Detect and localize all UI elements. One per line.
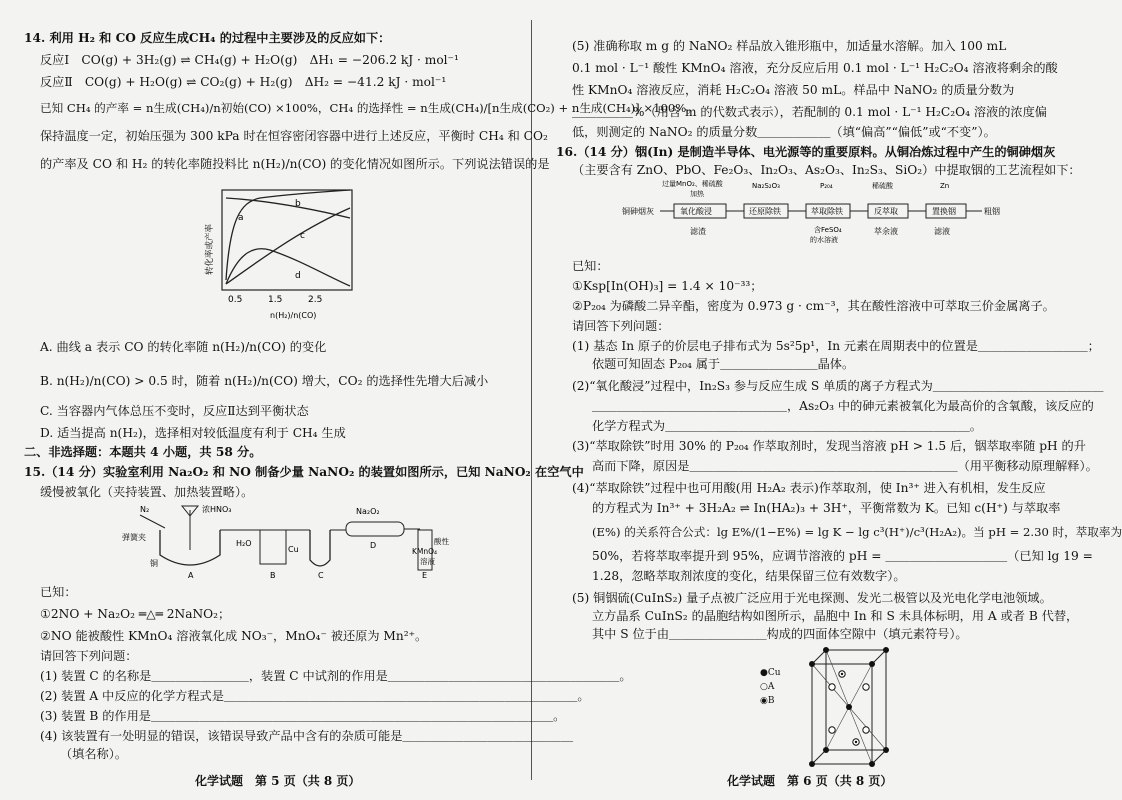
- curve-d: [226, 249, 350, 286]
- q16-part-2b: ＿＿＿＿＿＿＿＿＿＿＿＿＿＿＿＿，As₂O₃ 中的砷元素被氧化为最高价的含氧酸，该反应的: [592, 399, 1094, 413]
- crystal-legend: [760, 666, 781, 708]
- q15-part-5-1: (5) 准确称取 m g 的 NaNO₂ 样品放入锥形瓶中，加适量水溶解。加入 100 mL: [572, 39, 1007, 53]
- q15-part-5-4: ＿＿＿＿＿%（用含 m 的代数式表示），若配制的 0.1 mol · L⁻¹ H₂C₂O₄ 溶液的浓度偏: [572, 105, 1047, 119]
- q16-part-2a: (2)“氧化酸浸”过程中，In₂S₃ 参与反应生成 S 单质的离子方程式为＿＿＿＿＿＿＿＿＿＿＿＿＿＿: [572, 379, 1104, 393]
- curve-a: [226, 190, 350, 280]
- waste-3b: 的水溶液: [810, 236, 838, 244]
- label-h2o: H₂O: [236, 539, 252, 548]
- q16-part-5b: 立方晶系 CuInS₂ 的晶胞结构如图所示，晶胞中 In 和 S 未具体标明，用 A 或者 B 代替，: [592, 609, 1079, 623]
- q14-option-b[interactable]: B. n(H₂)/n(CO) > 0.5 时，随着 n(H₂)/n(CO) 增大，CO₂ 的选择性先增大后减小: [40, 374, 489, 388]
- footer-page-5: 化学试题 第 5 页（共 8 页）: [195, 774, 361, 788]
- q15-part-1: (1) 装置 C 的名称是＿＿＿＿＿＿＿＿，装置 C 中试剂的作用是＿＿＿＿＿＿＿＿＿＿＿＿＿＿＿＿＿＿＿。: [40, 669, 632, 683]
- flow-step-3: 萃取除铁: [811, 207, 843, 216]
- q15-known-heading: 已知：: [40, 585, 77, 599]
- q15-apparatus: [120, 500, 450, 580]
- atom-b-core: [855, 741, 857, 743]
- footer-page-6: 化学试题 第 6 页（共 8 页）: [727, 774, 893, 788]
- curve-label-d: d: [295, 271, 301, 281]
- atom-cu: [823, 647, 829, 653]
- q14-reaction-1: 反应Ⅰ CO(g) + 3H₂(g) ⇌ CH₄(g) + H₂O(g) ΔH₁ = −206.2 kJ · mol⁻¹: [40, 53, 459, 67]
- q14-stem-3: 的产率及 CO 和 H₂ 的转化率随投料比 n(H₂)/n(CO) 的变化情况如图所示。下列说法错误的是: [40, 157, 550, 171]
- label-kmno4-1: 酸性: [434, 537, 449, 546]
- curve-label-a: a: [238, 213, 244, 223]
- crystal-cell: [792, 642, 902, 772]
- atom-cu: [809, 661, 815, 667]
- label-na2o2: Na₂O₂: [356, 507, 380, 516]
- label-kmno4-2: KMnO₄: [412, 547, 438, 556]
- q15-stem-2: 缓慢被氧化（夹持装置、加热装置略）。: [40, 485, 254, 499]
- q15-part-3: (3) 装置 B 的作用是＿＿＿＿＿＿＿＿＿＿＿＿＿＿＿＿＿＿＿＿＿＿＿＿＿＿＿＿＿＿＿＿＿。: [40, 709, 566, 723]
- q16-part-4c: (E%) 的关系符合公式：lg E%/(1−E%) = lg K − lg c³(H⁺)/c³(H₂A₂)。当 pH = 2.30 时，萃取率为: [592, 525, 1122, 539]
- reagent-5: Zn: [940, 182, 950, 190]
- atom-a: [863, 684, 869, 690]
- chart-xlabel: n(H₂)/n(CO): [270, 311, 317, 320]
- atom-cu: [883, 747, 889, 753]
- atom-cu: [809, 761, 815, 767]
- cell-front: [812, 664, 872, 764]
- label-copper: 铜: [150, 559, 158, 568]
- q16-part-3a: (3)“萃取除铁”时用 30% 的 P₂₀₄ 作萃取剂时，发现当溶液 pH > 1.5 后，铟萃取率随 pH 的升: [572, 439, 1086, 453]
- n2-tube: [140, 515, 165, 528]
- section-2-heading: 二、非选择题：本题共 4 小题，共 58 分。: [24, 445, 262, 459]
- q16-part-3b: 高而下降，原因是＿＿＿＿＿＿＿＿＿＿＿＿＿＿＿＿＿＿＿＿＿＿（用平衡移动原理解释）。: [592, 459, 1098, 473]
- tube-d: [346, 522, 404, 536]
- q14-chart: [200, 180, 370, 325]
- label-cu: Cu: [288, 545, 299, 554]
- cell-back: [826, 650, 886, 750]
- q14-option-c[interactable]: C. 当容器内气体总压不变时，反应Ⅱ达到平衡状态: [40, 404, 309, 418]
- q14-stem-1: 14. 利用 H₂ 和 CO 反应生成CH₄ 的过程中主要涉及的反应如下：: [24, 31, 391, 45]
- u-tube-c: [310, 530, 330, 566]
- q16-flowchart: [622, 178, 1042, 250]
- q16-known-2: ②P₂₀₄ 为磷酸二异辛酯，密度为 0.973 g · cm⁻³，其在酸性溶液中可萃取三价金属离子。: [572, 299, 1055, 313]
- q16-stem-2: （主要含有 ZnO、PbO、Fe₂O₃、In₂O₃、As₂O₃、In₂S₃、SiO₂）中提取铟的工艺流程如下：: [572, 163, 1081, 177]
- waste-4: 萃余液: [874, 227, 898, 236]
- q16-part-1a: (1) 基态 In 原子的价层电子排布式为 5s²5p¹，In 元素在周期表中的位置是＿＿＿＿＿＿＿＿＿；: [572, 339, 1100, 353]
- tick-label: 2.5: [308, 295, 323, 305]
- waste-5: 滤液: [934, 227, 950, 236]
- q14-option-d[interactable]: D. 适当提高 n(H₂)，选择相对较低温度有利于 CH₄ 生成: [40, 426, 346, 440]
- q15-part-5-3: 性 KMnO₄ 溶液反应，消耗 H₂C₂O₄ 溶液 50 mL。样品中 NaNO₂ 的质量分数为: [572, 83, 1015, 97]
- flow-end: 粗铟: [984, 207, 1000, 216]
- atom-a: [829, 684, 835, 690]
- flow-start: 铜砷烟灰: [622, 207, 654, 216]
- flow-step-2: 还原除铁: [749, 207, 781, 216]
- label-kmno4-3: 溶液: [420, 557, 435, 566]
- curve-label-c: c: [300, 231, 305, 241]
- bottle-b: [260, 530, 286, 564]
- atom-a: [829, 727, 835, 733]
- label-spring-clip: 弹簧夹: [122, 533, 146, 542]
- q15-part-4: (4) 该装置有一处明显的错误，该错误导致产品中含有的杂质可能是＿＿＿＿＿＿＿＿＿＿＿＿＿＿: [40, 729, 574, 743]
- waste-1: 滤渣: [690, 227, 706, 236]
- q15-known-1: ①2NO + Na₂O₂ ═△═ 2NaNO₂；: [40, 607, 231, 621]
- curve-b: [226, 198, 350, 218]
- label-e: E: [422, 571, 428, 580]
- q16-known-heading: 已知：: [572, 259, 609, 273]
- atom-cu: [869, 761, 875, 767]
- q16-part-2c: 化学方程式为＿＿＿＿＿＿＿＿＿＿＿＿＿＿＿＿＿＿＿＿＿＿＿＿＿。: [592, 419, 982, 433]
- reagent-2: Na₂S₂O₃: [752, 182, 780, 190]
- q14-reaction-2: 反应Ⅱ CO(g) + H₂O(g) ⇌ CO₂(g) + H₂(g) ΔH₂ = −41.2 kJ · mol⁻¹: [40, 75, 447, 89]
- q16-part-4e: 1.28，忽略萃取剂浓度的变化，结果保留三位有效数字）。: [592, 569, 906, 583]
- chart-ylabel: 转化率或产率: [205, 223, 215, 275]
- q15-stem-1: 15.（14 分）实验室利用 Na₂O₂ 和 NO 制备少量 NaNO₂ 的装置如图所示，已知 NaNO₂ 在空气中: [24, 465, 584, 479]
- q14-stem-2: 保持温度一定，初始压强为 300 kPa 时在恒容密闭容器中进行上述反应，平衡时 CH₄ 和 CO₂: [40, 129, 548, 143]
- reagent-4: 稀硫酸: [872, 182, 893, 190]
- q16-stem-1: 16.（14 分）铟(In) 是制造半导体、电光源等的重要原料。从铜冶炼过程中产生的铜砷烟灰: [556, 145, 1056, 159]
- reagent-1a: 过量MnO₂、稀硫酸: [662, 180, 723, 188]
- q15-part-4b: （填名称）。: [60, 747, 128, 761]
- q16-part-5c: 其中 S 位于由＿＿＿＿＿＿＿＿构成的四面体空隙中（填元素符号）。: [592, 627, 968, 641]
- q16-part-4d: 50%，若将萃取率提升到 95%，应调节溶液的 pH = ＿＿＿＿＿＿＿＿＿＿（已知 lg 19 =: [592, 549, 1093, 563]
- label-n2: N₂: [140, 505, 150, 514]
- right-page: [532, 0, 1122, 800]
- q16-ask: 请回答下列问题：: [572, 319, 670, 333]
- q15-ask: 请回答下列问题：: [40, 649, 138, 663]
- flow-step-4: 反萃取: [874, 207, 898, 216]
- q15-part-5-5: 低，则测定的 NaNO₂ 的质量分数＿＿＿＿＿＿（填“偏高”“偏低”或“不变”）。: [572, 125, 996, 139]
- label-a: A: [188, 571, 194, 580]
- label-b: B: [270, 571, 276, 580]
- q16-part-1b: 依题可知固态 P₂₀₄ 属于＿＿＿＿＿＿＿＿晶体。: [592, 357, 855, 371]
- label-c: C: [318, 571, 324, 580]
- reagent-3: P₂₀₄: [820, 182, 833, 190]
- q15-known-2: ②NO 能被酸性 KMnO₄ 溶液氧化成 NO₃⁻，MnO₄⁻ 被还原为 Mn²⁺。: [40, 629, 428, 643]
- q16-part-4a: (4)“萃取除铁”过程中也可用酸(用 H₂A₂ 表示)作萃取剂，使 In³⁺ 进入有机相，发生反应: [572, 481, 1046, 495]
- tick-label: 0.5: [228, 295, 243, 305]
- label-hno3: 浓HNO₃: [202, 505, 232, 514]
- curve-label-b: b: [295, 199, 301, 209]
- flow-step-5: 置换铟: [932, 207, 956, 216]
- atom-cu: [883, 647, 889, 653]
- atom-a: [863, 727, 869, 733]
- q15-part-5-2: 0.1 mol · L⁻¹ 酸性 KMnO₄ 溶液，充分反应后用 0.1 mol · L⁻¹ H₂C₂O₄ 溶液将剩余的酸: [572, 61, 1058, 75]
- atom-cu: [846, 704, 852, 710]
- q16-known-1: ①Ksp[In(OH)₃] = 1.4 × 10⁻³³；: [572, 279, 763, 293]
- reagent-1b: 加热: [690, 190, 704, 198]
- q15-part-2: (2) 装置 A 中反应的化学方程式是＿＿＿＿＿＿＿＿＿＿＿＿＿＿＿＿＿＿＿＿＿＿＿＿＿＿＿＿＿。: [40, 689, 590, 703]
- tick-label: 1.5: [268, 295, 283, 305]
- q14-definition: 已知 CH₄ 的产率 = n生成(CH₄)/n初始(CO) ×100%，CH₄ 的选择性 = n生成(CH₄)/[n生成(CO₂) + n生成(CH₄)] ×100%。: [40, 101, 698, 115]
- legend-a: ○A: [760, 682, 775, 692]
- atom-cu: [869, 661, 875, 667]
- legend-cu: ●Cu: [760, 668, 781, 678]
- atom-b-core: [841, 673, 843, 675]
- q16-part-5a: (5) 铜铟硫(CuInS₂) 量子点被广泛应用于光电探测、发光二极管以及光电化学电池领域。: [572, 591, 1052, 605]
- atom-cu: [823, 747, 829, 753]
- q16-part-4b: 的方程式为 In³⁺ + 3H₂A₂ ⇌ In(HA₂)₃ + 3H⁺，平衡常数为 K。已知 c(H⁺) 与萃取率: [592, 501, 1061, 515]
- q14-option-a[interactable]: A. 曲线 a 表示 CO 的转化率随 n(H₂)/n(CO) 的变化: [40, 340, 327, 354]
- waste-3a: 含FeSO₄: [814, 226, 842, 234]
- flow-step-1: 氧化酸浸: [680, 207, 712, 216]
- legend-b: ◉B: [760, 696, 775, 706]
- curve-c: [226, 208, 350, 284]
- label-d: D: [370, 541, 377, 550]
